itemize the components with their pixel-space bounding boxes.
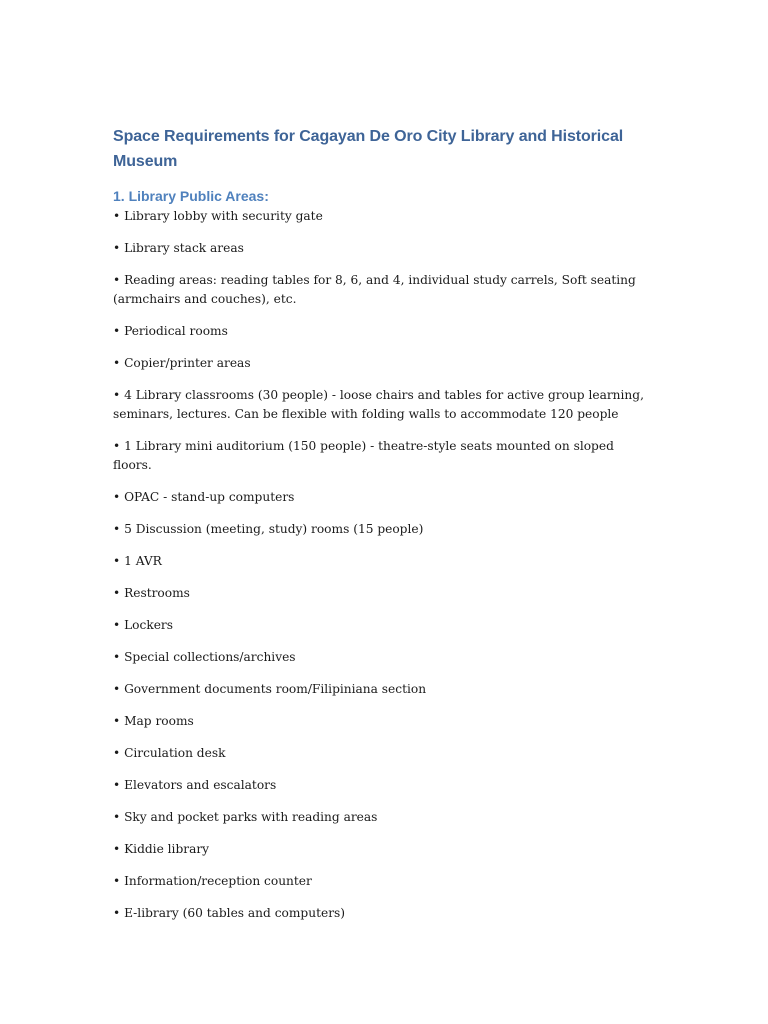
list-item: • Sky and pocket parks with reading areas [113,810,378,824]
list-item: • E-library (60 tables and computers) [113,906,346,920]
list-item: • OPAC - stand-up computers [113,490,295,504]
section-heading: 1. Library Public Areas: [113,188,269,204]
list-item: • Periodical rooms [113,324,228,338]
document-title: Space Requirements for Cagayan De Oro City Library and Historical Museum [113,128,624,170]
list-item: • Information/reception counter [113,874,312,888]
list-item: • Library stack areas [113,241,244,255]
list-item: • Library lobby with security gate [113,209,323,223]
document-content [113,124,653,936]
bullet-list [113,207,653,923]
list-item: • Restrooms [113,586,190,600]
list-item: • Government documents room/Filipiniana section [113,682,427,696]
list-item: • Circulation desk [113,746,226,760]
list-item: • 5 Discussion (meeting, study) rooms (15 people) [113,522,424,536]
section-library-public-areas [113,186,653,923]
list-item: • 1 AVR [113,554,162,568]
list-item: • Copier/printer areas [113,356,251,370]
list-item: • Kiddie library [113,842,210,856]
list-item: • 1 Library mini auditorium (150 people) - theatre-style seats mounted on sloped floors. [113,439,614,472]
list-item: • Special collections/archives [113,650,296,664]
list-item: • Elevators and escalators [113,778,277,792]
list-item: • 4 Library classrooms (30 people) - loose chairs and tables for active group learning, seminars, lectures. Can be flexible with folding walls to accommodate 120 people [113,388,644,421]
list-item: • Lockers [113,618,173,632]
list-item: • Reading areas: reading tables for 8, 6, and 4, individual study carrels, Soft seating (armchairs and couches), etc. [113,273,636,306]
list-item: • Map rooms [113,714,194,728]
